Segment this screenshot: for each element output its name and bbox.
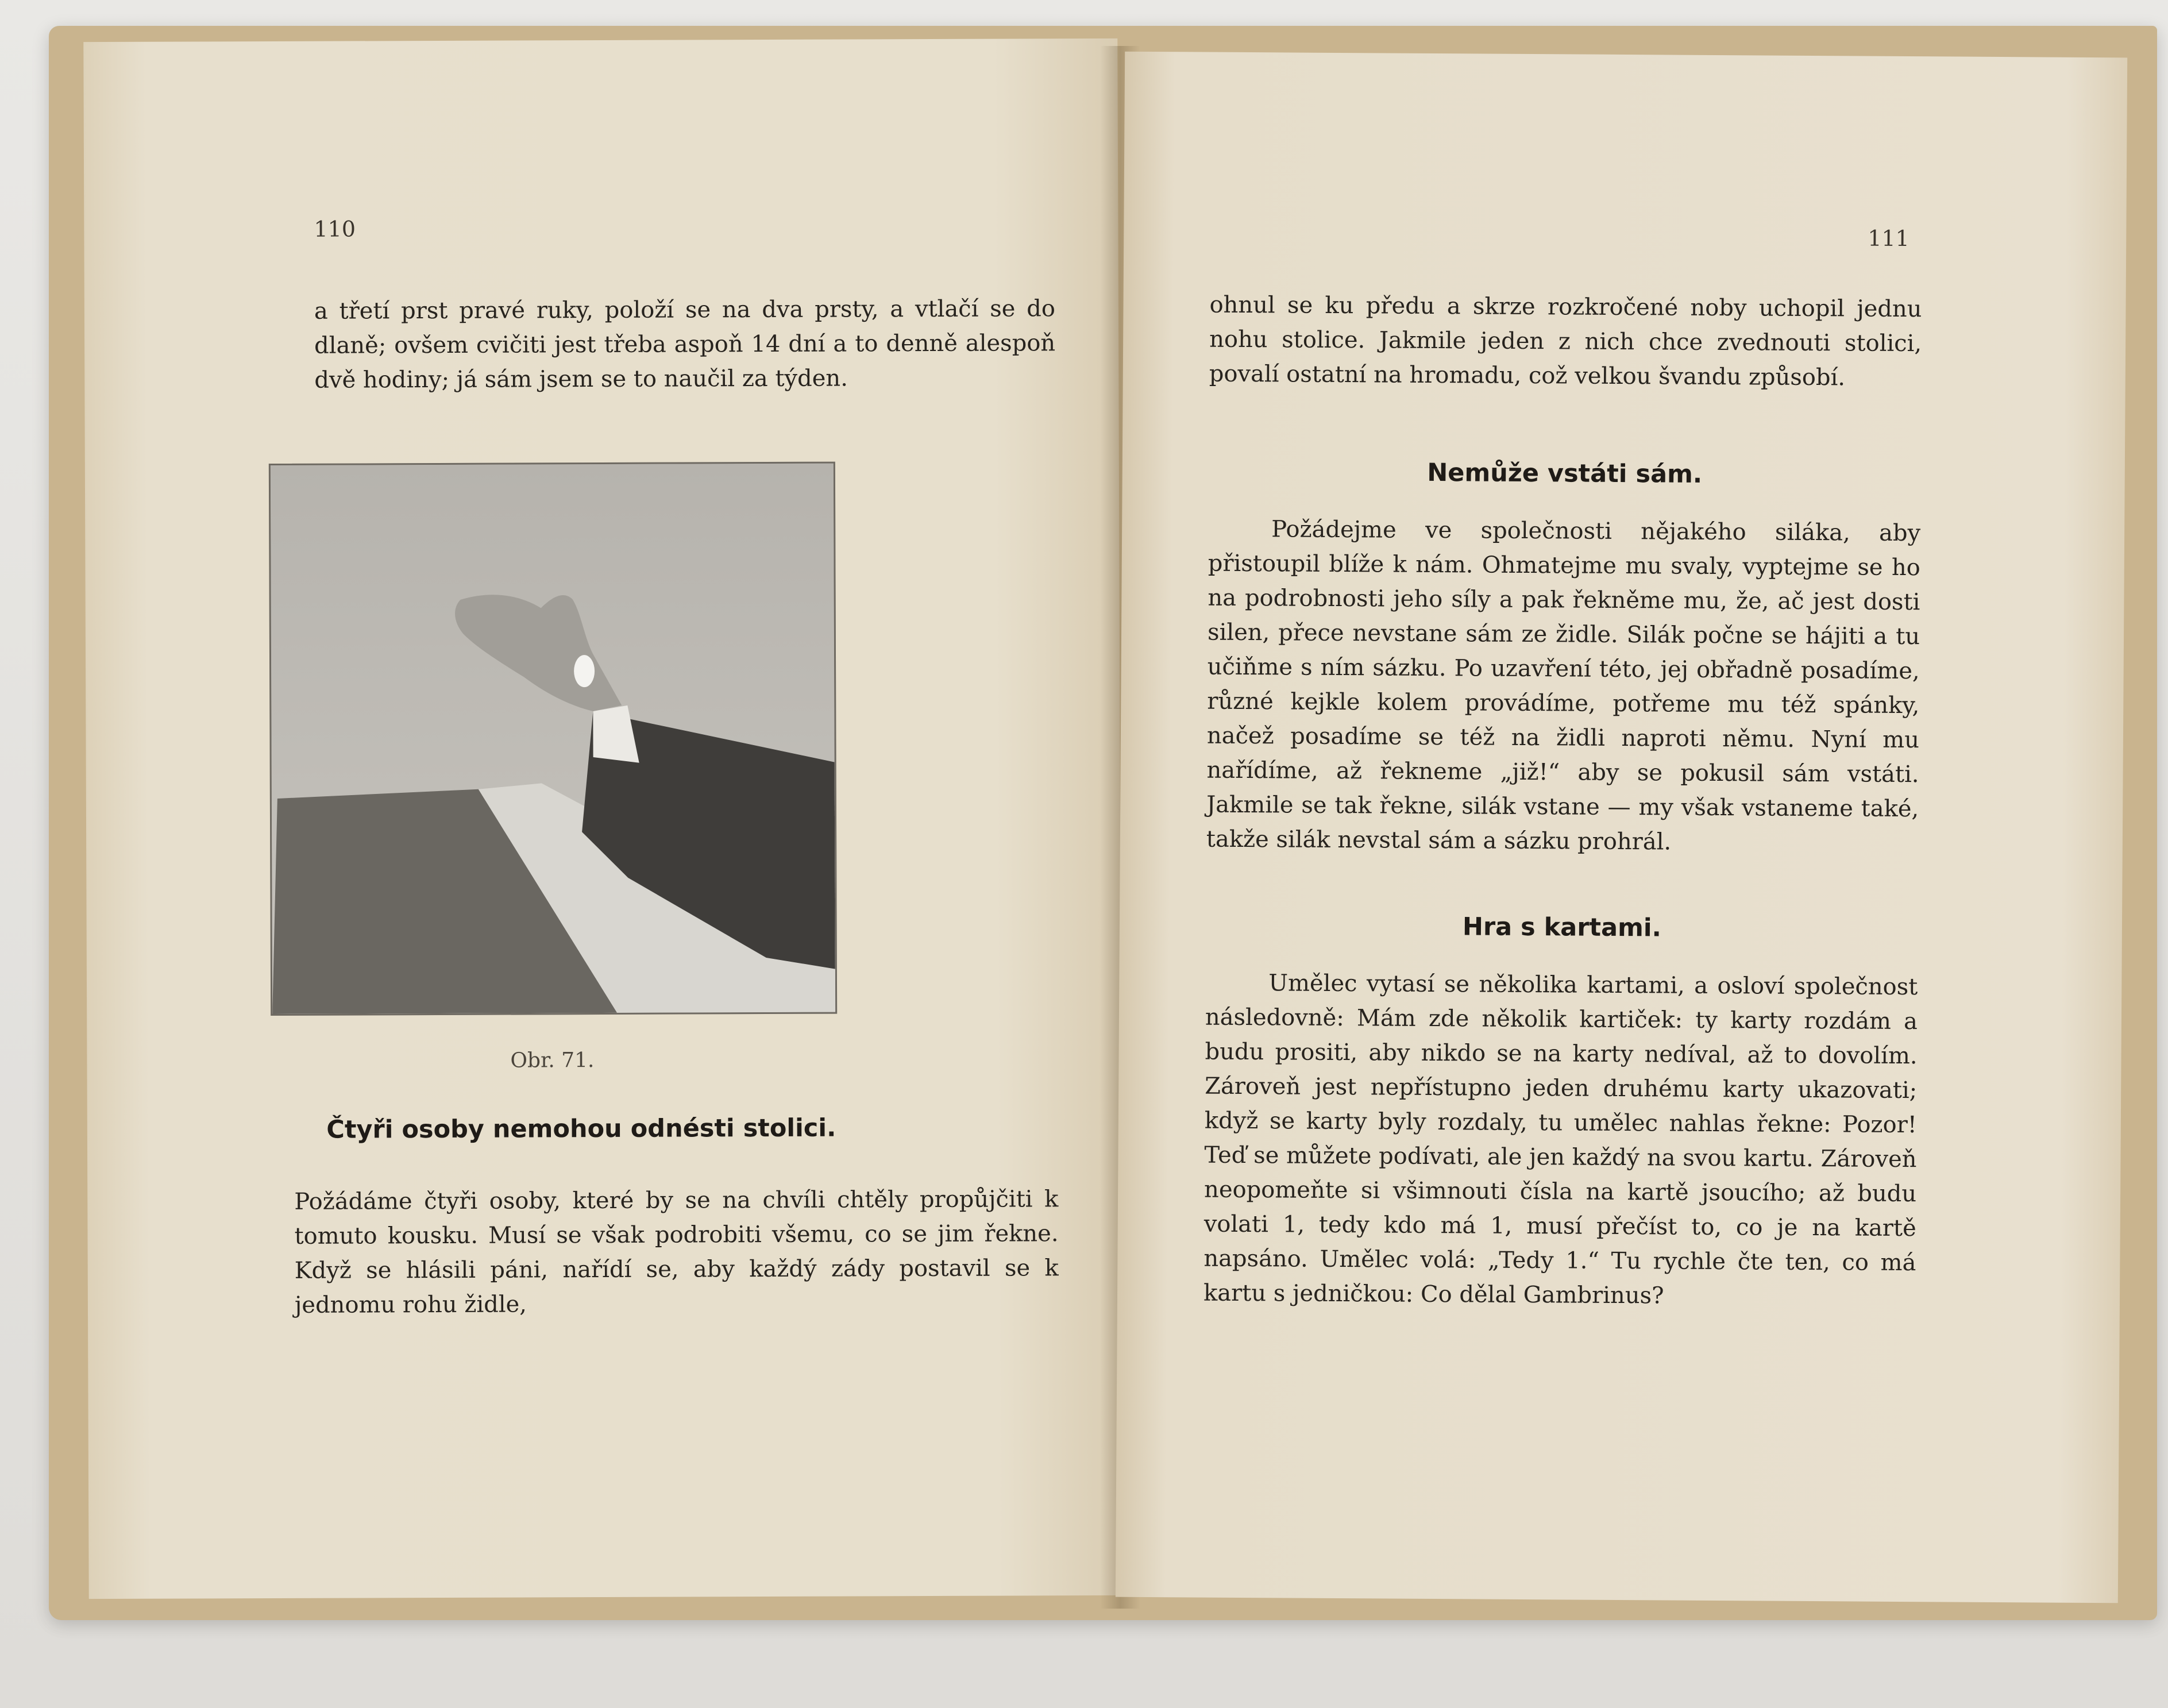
right-paragraph-2 xyxy=(1206,512,1921,861)
left-paragraph-1 xyxy=(314,291,1056,398)
coin xyxy=(574,655,595,687)
left-paragraph-1-text: a třetí prst pravé ruky, položí se na dva prsty, a vtlačí se do dlaně; ovšem cvičiti jest třeba aspoň 14 dní a to denně alespoň dvě hodiny; já sám jsem se to naučil za týden. xyxy=(314,295,1056,394)
right-heading-2: Hra s kartami. xyxy=(1462,912,1662,943)
left-paragraph-2 xyxy=(294,1182,1059,1323)
right-paragraph-1-text: ohnul se ku předu a skrze rozkročené noby uchopil jednu nohu stolice. Jakmile jeden z nich chce zvednouti stolici, povalí ostatní na hromadu, což velkou švandu způsobí. xyxy=(1209,291,1922,391)
figure-hand-coin-photo xyxy=(269,462,837,1016)
right-paragraph-2-text: Požádejme ve společnosti nějakého siláka, aby přistoupil blíže k nám. Ohmatejme mu svaly, vyptejme se ho na podrobnosti jeho síly a pak řekněme mu, že, ač jest dosti silen, přece nevstane sám ze židle. Silák počne se hájiti a tu učiňme s ním sázku. Po uzavření této, jej obřadně posadíme, různé kejkle kolem provádíme, potřeme mu též spánky, načež posadíme se též na židli naproti němu. Nyní mu nařídíme, až řekneme „již!“ aby se pokusil sám vstáti. Jakmile se tak řekne, silák vstane — my však vstaneme také, takže silák nevstal sám a sázku prohrál. xyxy=(1206,516,1921,855)
page-number-left: 110 xyxy=(314,216,356,242)
right-paragraph-1 xyxy=(1209,288,1922,396)
left-paragraph-2-text: Požádáme čtyři osoby, které by se na chvíli chtěly propůjčiti k tomuto kousku. Musí se však podrobiti všemu, co se jim řekne. Když se hlásili páni, nařídí se, aby každý zády postavil se k jednomu rohu židle, xyxy=(294,1186,1059,1318)
right-heading-1: Nemůže vstáti sám. xyxy=(1427,458,1703,489)
right-paragraph-3 xyxy=(1203,966,1918,1315)
page-number-right: 111 xyxy=(1868,225,1909,252)
right-page xyxy=(1116,52,2127,1603)
figure-caption: Obr. 71. xyxy=(510,1048,595,1073)
left-page xyxy=(83,38,1122,1599)
left-heading: Čtyři osoby nemohou odnésti stolici. xyxy=(326,1113,836,1144)
right-paragraph-3-text: Umělec vytasí se několika kartami, a osloví společnost následovně: Mám zde několik kartiček: ty karty rozdám a budu prositi, aby nikdo se na karty nedíval, až to dovolím. Zároveň jest nepřístupno jeden druhému karty ukazovati; když se karty byly rozdaly, tu umělec nahlas řekne: Pozor! Teď se můžete podívati, ale jen každý na svou kartu. Zároveň neopomeňte si všimnouti čísla na kartě jsoucího; až budu volati 1, tedy kdo má 1, musí přečíst to, co je na kartě napsáno. Umělec volá: „Tedy 1.“ Tu rychle čte ten, co má kartu s jedničkou: Co dělal Gambrinus? xyxy=(1203,970,1918,1309)
